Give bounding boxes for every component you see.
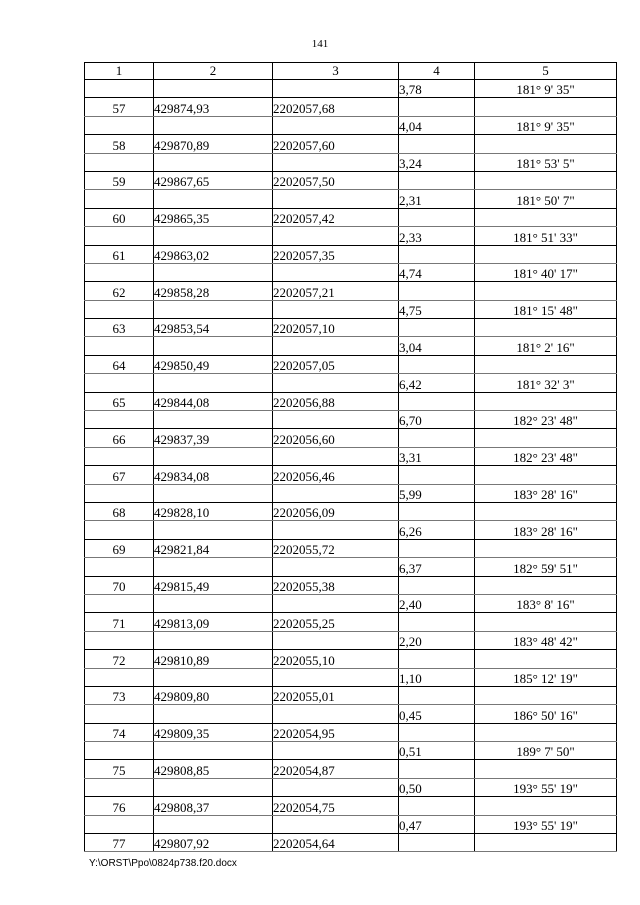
point-number: 62 [85, 282, 154, 300]
segment-angle: 183° 28' 16" [475, 521, 617, 539]
segment-distance: 6,70 [399, 411, 475, 429]
y-coordinate: 2202055,72 [273, 539, 399, 557]
point-row [85, 723, 617, 741]
segment-distance: 5,99 [399, 484, 475, 502]
y-coordinate: 2202054,87 [273, 760, 399, 778]
column-header: 1 [85, 63, 154, 80]
segment-distance: 3,31 [399, 447, 475, 465]
point-row [85, 797, 617, 815]
point-number: 58 [85, 135, 154, 153]
empty-cell [475, 392, 617, 410]
point-number: 77 [85, 834, 154, 852]
empty-cell [273, 300, 399, 318]
segment-distance: 3,04 [399, 337, 475, 355]
empty-cell [85, 742, 154, 760]
point-number: 66 [85, 429, 154, 447]
point-row [85, 576, 617, 594]
segment-row [85, 815, 617, 833]
empty-cell [154, 778, 273, 796]
segment-row [85, 558, 617, 576]
segment-distance: 6,42 [399, 374, 475, 392]
point-row [85, 282, 617, 300]
segment-angle: 181° 2' 16" [475, 337, 617, 355]
point-row [85, 760, 617, 778]
point-number: 68 [85, 502, 154, 520]
segment-angle: 189° 7' 50" [475, 742, 617, 760]
y-coordinate: 2202056,60 [273, 429, 399, 447]
empty-cell [85, 116, 154, 134]
empty-cell [85, 705, 154, 723]
empty-cell [475, 797, 617, 815]
empty-cell [154, 742, 273, 760]
empty-cell [85, 778, 154, 796]
empty-cell [85, 337, 154, 355]
empty-cell [154, 227, 273, 245]
point-number: 67 [85, 466, 154, 484]
segment-row [85, 263, 617, 281]
empty-cell [85, 594, 154, 612]
point-number: 76 [85, 797, 154, 815]
x-coordinate: 429808,85 [154, 760, 273, 778]
segment-angle: 181° 51' 33" [475, 227, 617, 245]
segment-angle: 186° 50' 16" [475, 705, 617, 723]
point-number: 65 [85, 392, 154, 410]
empty-cell [154, 190, 273, 208]
x-coordinate: 429828,10 [154, 502, 273, 520]
empty-cell [273, 411, 399, 429]
empty-cell [154, 815, 273, 833]
empty-cell [475, 135, 617, 153]
empty-cell [475, 723, 617, 741]
segment-angle: 181° 9' 35" [475, 80, 617, 98]
empty-cell [85, 558, 154, 576]
empty-cell [399, 208, 475, 226]
y-coordinate: 2202056,46 [273, 466, 399, 484]
empty-cell [399, 650, 475, 668]
segment-distance: 0,50 [399, 778, 475, 796]
point-row [85, 319, 617, 337]
empty-cell [399, 760, 475, 778]
point-row [85, 245, 617, 263]
empty-cell [399, 723, 475, 741]
empty-cell [399, 834, 475, 852]
x-coordinate: 429863,02 [154, 245, 273, 263]
segment-distance: 3,24 [399, 153, 475, 171]
segment-row [85, 447, 617, 465]
segment-angle: 181° 15' 48" [475, 300, 617, 318]
empty-cell [475, 760, 617, 778]
segment-distance: 1,10 [399, 668, 475, 686]
point-number: 71 [85, 613, 154, 631]
empty-cell [154, 374, 273, 392]
empty-cell [273, 815, 399, 833]
point-row [85, 135, 617, 153]
segment-distance: 2,31 [399, 190, 475, 208]
empty-cell [85, 447, 154, 465]
empty-cell [85, 374, 154, 392]
point-row [85, 650, 617, 668]
point-row [85, 392, 617, 410]
empty-cell [399, 613, 475, 631]
empty-cell [273, 80, 399, 98]
empty-cell [475, 208, 617, 226]
empty-cell [399, 319, 475, 337]
empty-cell [154, 484, 273, 502]
empty-cell [273, 227, 399, 245]
point-number: 69 [85, 539, 154, 557]
segment-row [85, 668, 617, 686]
empty-cell [85, 815, 154, 833]
x-coordinate: 429850,49 [154, 355, 273, 373]
empty-cell [273, 337, 399, 355]
segment-row [85, 411, 617, 429]
empty-cell [475, 355, 617, 373]
footer-file-path: Y:\ORST\Ppo\0824p738.f20.docx [89, 858, 237, 869]
empty-cell [273, 374, 399, 392]
table-body [85, 80, 617, 852]
empty-cell [85, 153, 154, 171]
x-coordinate: 429815,49 [154, 576, 273, 594]
empty-cell [399, 797, 475, 815]
empty-cell [85, 411, 154, 429]
segment-distance: 0,51 [399, 742, 475, 760]
empty-cell [399, 245, 475, 263]
coordinates-table [84, 62, 617, 852]
empty-cell [273, 631, 399, 649]
point-row [85, 834, 617, 852]
empty-cell [85, 668, 154, 686]
segment-distance: 6,37 [399, 558, 475, 576]
empty-cell [154, 631, 273, 649]
page-number: 141 [311, 38, 329, 50]
empty-cell [399, 539, 475, 557]
empty-cell [399, 686, 475, 704]
empty-cell [475, 613, 617, 631]
empty-cell [273, 153, 399, 171]
empty-cell [475, 429, 617, 447]
point-number: 57 [85, 98, 154, 116]
empty-cell [475, 539, 617, 557]
x-coordinate: 429844,08 [154, 392, 273, 410]
point-number: 63 [85, 319, 154, 337]
x-coordinate: 429865,35 [154, 208, 273, 226]
empty-cell [154, 594, 273, 612]
x-coordinate: 429874,93 [154, 98, 273, 116]
column-header: 5 [475, 63, 617, 80]
empty-cell [399, 466, 475, 484]
empty-cell [399, 171, 475, 189]
empty-cell [399, 355, 475, 373]
segment-row [85, 484, 617, 502]
segment-row [85, 594, 617, 612]
empty-cell [85, 484, 154, 502]
empty-cell [85, 521, 154, 539]
empty-cell [154, 300, 273, 318]
point-row [85, 686, 617, 704]
empty-cell [85, 190, 154, 208]
y-coordinate: 2202057,35 [273, 245, 399, 263]
empty-cell [399, 576, 475, 594]
empty-cell [475, 171, 617, 189]
x-coordinate: 429808,37 [154, 797, 273, 815]
segment-distance: 2,33 [399, 227, 475, 245]
empty-cell [475, 282, 617, 300]
segment-angle: 193° 55' 19" [475, 778, 617, 796]
empty-cell [475, 576, 617, 594]
point-row [85, 171, 617, 189]
empty-cell [273, 190, 399, 208]
empty-cell [85, 227, 154, 245]
empty-cell [273, 558, 399, 576]
segment-row [85, 80, 617, 98]
empty-cell [399, 98, 475, 116]
segment-angle: 181° 9' 35" [475, 116, 617, 134]
segment-distance: 0,47 [399, 815, 475, 833]
point-row [85, 98, 617, 116]
segment-row [85, 742, 617, 760]
empty-cell [475, 466, 617, 484]
point-number: 64 [85, 355, 154, 373]
y-coordinate: 2202056,88 [273, 392, 399, 410]
segment-distance: 3,78 [399, 80, 475, 98]
y-coordinate: 2202054,64 [273, 834, 399, 852]
x-coordinate: 429807,92 [154, 834, 273, 852]
x-coordinate: 429810,89 [154, 650, 273, 668]
point-row [85, 429, 617, 447]
segment-angle: 183° 28' 16" [475, 484, 617, 502]
segment-distance: 4,04 [399, 116, 475, 134]
empty-cell [273, 668, 399, 686]
segment-row [85, 300, 617, 318]
empty-cell [85, 631, 154, 649]
point-row [85, 355, 617, 373]
y-coordinate: 2202055,38 [273, 576, 399, 594]
empty-cell [273, 705, 399, 723]
segment-distance: 4,75 [399, 300, 475, 318]
x-coordinate: 429867,65 [154, 171, 273, 189]
y-coordinate: 2202055,25 [273, 613, 399, 631]
segment-row [85, 705, 617, 723]
segment-distance: 4,74 [399, 263, 475, 281]
point-row [85, 613, 617, 631]
y-coordinate: 2202057,68 [273, 98, 399, 116]
empty-cell [154, 116, 273, 134]
empty-cell [475, 98, 617, 116]
segment-angle: 181° 50' 7" [475, 190, 617, 208]
empty-cell [475, 319, 617, 337]
segment-row [85, 337, 617, 355]
empty-cell [273, 742, 399, 760]
column-header: 2 [154, 63, 273, 80]
segment-distance: 0,45 [399, 705, 475, 723]
y-coordinate: 2202055,10 [273, 650, 399, 668]
empty-cell [399, 429, 475, 447]
segment-angle: 183° 8' 16" [475, 594, 617, 612]
empty-cell [154, 80, 273, 98]
segment-angle: 193° 55' 19" [475, 815, 617, 833]
empty-cell [85, 80, 154, 98]
empty-cell [475, 245, 617, 263]
point-row [85, 208, 617, 226]
y-coordinate: 2202057,10 [273, 319, 399, 337]
point-number: 72 [85, 650, 154, 668]
point-number: 74 [85, 723, 154, 741]
empty-cell [399, 135, 475, 153]
empty-cell [154, 153, 273, 171]
point-number: 73 [85, 686, 154, 704]
table-header-row [85, 63, 617, 80]
segment-angle: 181° 53' 5" [475, 153, 617, 171]
empty-cell [399, 392, 475, 410]
x-coordinate: 429870,89 [154, 135, 273, 153]
x-coordinate: 429821,84 [154, 539, 273, 557]
segment-angle: 185° 12' 19" [475, 668, 617, 686]
x-coordinate: 429834,08 [154, 466, 273, 484]
point-row [85, 539, 617, 557]
empty-cell [475, 686, 617, 704]
segment-row [85, 521, 617, 539]
x-coordinate: 429809,80 [154, 686, 273, 704]
empty-cell [273, 263, 399, 281]
point-number: 61 [85, 245, 154, 263]
empty-cell [154, 558, 273, 576]
segment-angle: 181° 40' 17" [475, 263, 617, 281]
segment-row [85, 227, 617, 245]
segment-row [85, 778, 617, 796]
segment-distance: 2,20 [399, 631, 475, 649]
empty-cell [154, 337, 273, 355]
empty-cell [273, 594, 399, 612]
y-coordinate: 2202057,50 [273, 171, 399, 189]
empty-cell [273, 778, 399, 796]
empty-cell [154, 411, 273, 429]
segment-angle: 182° 23' 48" [475, 447, 617, 465]
empty-cell [154, 447, 273, 465]
point-number: 75 [85, 760, 154, 778]
segment-row [85, 116, 617, 134]
empty-cell [399, 282, 475, 300]
empty-cell [399, 502, 475, 520]
x-coordinate: 429809,35 [154, 723, 273, 741]
empty-cell [273, 447, 399, 465]
point-number: 60 [85, 208, 154, 226]
segment-angle: 182° 23' 48" [475, 411, 617, 429]
empty-cell [273, 484, 399, 502]
x-coordinate: 429837,39 [154, 429, 273, 447]
empty-cell [475, 834, 617, 852]
empty-cell [475, 502, 617, 520]
segment-row [85, 631, 617, 649]
y-coordinate: 2202057,42 [273, 208, 399, 226]
segment-angle: 182° 59' 51" [475, 558, 617, 576]
empty-cell [154, 705, 273, 723]
y-coordinate: 2202057,60 [273, 135, 399, 153]
empty-cell [154, 521, 273, 539]
segment-angle: 183° 48' 42" [475, 631, 617, 649]
empty-cell [475, 650, 617, 668]
segment-row [85, 190, 617, 208]
x-coordinate: 429853,54 [154, 319, 273, 337]
empty-cell [273, 521, 399, 539]
column-header: 3 [273, 63, 399, 80]
x-coordinate: 429858,28 [154, 282, 273, 300]
point-row [85, 502, 617, 520]
empty-cell [154, 263, 273, 281]
segment-row [85, 374, 617, 392]
y-coordinate: 2202055,01 [273, 686, 399, 704]
segment-distance: 2,40 [399, 594, 475, 612]
empty-cell [85, 300, 154, 318]
segment-row [85, 153, 617, 171]
point-number: 59 [85, 171, 154, 189]
y-coordinate: 2202057,21 [273, 282, 399, 300]
point-number: 70 [85, 576, 154, 594]
empty-cell [154, 668, 273, 686]
y-coordinate: 2202056,09 [273, 502, 399, 520]
y-coordinate: 2202054,75 [273, 797, 399, 815]
column-header: 4 [399, 63, 475, 80]
point-row [85, 466, 617, 484]
segment-angle: 181° 32' 3" [475, 374, 617, 392]
y-coordinate: 2202057,05 [273, 355, 399, 373]
empty-cell [273, 116, 399, 134]
y-coordinate: 2202054,95 [273, 723, 399, 741]
segment-distance: 6,26 [399, 521, 475, 539]
x-coordinate: 429813,09 [154, 613, 273, 631]
empty-cell [85, 263, 154, 281]
